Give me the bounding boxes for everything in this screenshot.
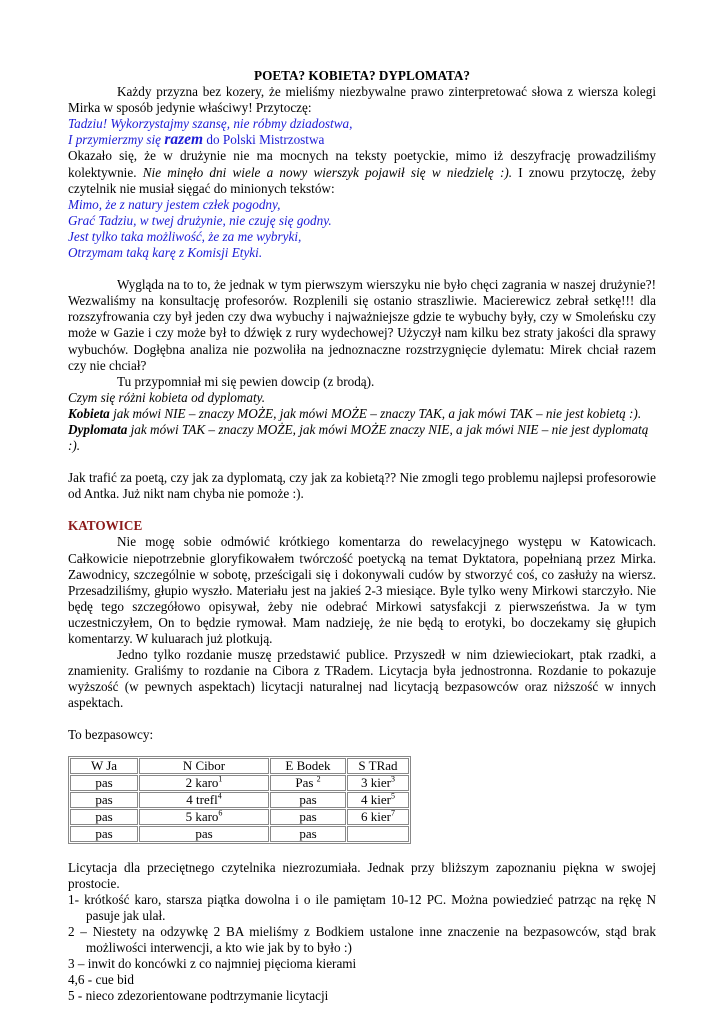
- poem-second-line: Grać Tadziu, w twej drużynie, nie czuję się godny.: [68, 212, 332, 228]
- bidding-note: 3 – inwit do koncówki z co najmniej pięcioma kierami: [68, 956, 357, 972]
- bidding-header-cell: N Cibor: [139, 758, 269, 774]
- bidding-footnote-ref: 4: [217, 791, 222, 801]
- paragraph-deal: Jedno tylko rozdanie muszę przedstawić publice. Przyszedł w nim dziewieciokart, ptak rzadki, a znamienity. Graliśmy to rozdanie na Cibora z TRadem. Licytacja była jednostronna. Rozdanie to pokazuje wyższość (w pewnych aspektach) licytacji naturalnej nad licytacją bezpasowców oraz niższość w innych aspektach.: [68, 647, 656, 711]
- bidding-cell: [270, 792, 346, 808]
- bidding-cell: [270, 809, 346, 825]
- poem-first: [68, 116, 656, 148]
- bidding-call: pas: [95, 791, 113, 807]
- joke-kobieta-text: jak mówi NIE – znaczy MOŻE, jak mówi MOŻE – znaczy TAK, a jak mówi TAK – nie jest kobietą :).: [109, 405, 642, 421]
- paragraph-katowice-comment: Nie mogę sobie odmówić krótkiego komentarza do rewelacyjnego występu w Katowicach. Całkowicie niepotrzebnie gloryfikowałem twórczość poetycką na temat Dyktatora, popełnianą przez Mirka. Zawodnicy, szczególnie w sobotę, prześcigali się i dokonywali cudów by stworzyć coś, co zasłuży na wiersz. Przesadziliśmy, głupio wyszło. Materiału jest na jakieś 2-3 miesiące. Byle tylko weny Mirkowi starczyło. Nie będę tego szczegółowo opisywał, żeby nie odebrać Mirkowi satysfakcji z pierwszeństwa. Ja w tym uczestniczyłem, On to będzie rymował. Mam nadzieję, że nie będą to erotyki, bo doczekamy się głupich komentarzy. W kuluarach już plotkują.: [68, 534, 656, 646]
- bidding-call: 3 kier: [361, 774, 391, 790]
- paragraph-joke-intro: Tu przypomniał mi się pewien dowcip (z brodą).: [117, 373, 375, 389]
- paragraph-deciphering: [68, 148, 656, 196]
- bidding-notes: [68, 892, 656, 1005]
- bidding-cell: [347, 775, 409, 791]
- bidding-row: [70, 792, 409, 808]
- bidding-cell: [139, 809, 269, 825]
- bidding-header-cell: W Ja: [70, 758, 138, 774]
- bidding-cell: [70, 775, 138, 791]
- poem-second-line: Otrzymam taką karę z Komisji Etyki.: [68, 245, 263, 261]
- bidding-call: 2 karo: [185, 774, 219, 790]
- paragraph-question: Jak trafić za poetą, czy jak za dyplomatą, czy jak za kobietą?? Nie zmogli tego problemu najlepsi profesorowie od Antka. Już nikt nam chyba nie pomoże :).: [68, 470, 656, 502]
- bidding-header-row: [70, 758, 409, 774]
- bidding-call: 6 kier: [361, 808, 391, 824]
- bidding-cell: [270, 826, 346, 842]
- bidding-call: pas: [299, 825, 317, 841]
- bidding-footnote-ref: 7: [390, 808, 395, 818]
- paragraph-deciphering-italic: Nie minęło dni wiele a nowy wierszyk pojawił się w niedzielę :).: [142, 164, 513, 180]
- paragraph-professors: Wygląda na to to, że jednak w tym pierwszym wierszyku nie było chęci zagrania w naszej drużynie?! Wezwaliśmy na konsultację profesorów. Rozplenili się ostanio straszliwie. Macierewicz zebrał setkę!!! dla rozszyfrowania czy był jeden czy dwa wybuchy i najważniejsze gdzie te wybuchy były, czy w Smoleńsku czy może w Gazie i czy może był to dźwięk z rury wydechowej? Użyczył nam kilku bez straty jakości dla sprawy wybuchów. Dogłębna analiza nie pozwoliła na jednoznaczne rozstrzygnięcie dylematu: Mirek chciał razem czy nie chciał?: [68, 277, 656, 373]
- joke-kobieta-label: Kobieta: [68, 405, 110, 421]
- bidding-call: 4 kier: [361, 791, 391, 807]
- bidding-footnote-ref: 6: [218, 808, 223, 818]
- poem-emphasis-word: razem: [164, 131, 204, 149]
- bidding-call: pas: [95, 808, 113, 824]
- bidding-call: Pas: [295, 774, 317, 790]
- joke-question: Czym się różni kobieta od dyplomaty.: [68, 389, 266, 405]
- bidding-row: [70, 809, 409, 825]
- bidding-note: 5 - nieco zdezorientowane podtrzymanie licytacji: [68, 988, 329, 1004]
- paragraph-bidding-comment: Licytacja dla przeciętnego czytelnika niezrozumiała. Jednak przy bliższym zapoznaniu piękna w swojej prostocie.: [68, 859, 656, 891]
- joke-block: [68, 390, 656, 454]
- bidding-call: pas: [299, 808, 317, 824]
- joke-kobieta: [68, 406, 656, 422]
- bidding-call: pas: [195, 825, 213, 841]
- document-title: POETA? KOBIETA? DYPLOMATA?: [254, 68, 470, 83]
- bidding-note: 4,6 - cue bid: [68, 972, 134, 988]
- bidding-footnote-ref: 3: [390, 774, 395, 784]
- bidding-cell: [70, 809, 138, 825]
- bidding-cell: [139, 826, 269, 842]
- poem-first-line-1: Tadziu! Wykorzystajmy szansę, nie róbmy dziadostwa,: [68, 116, 353, 132]
- bidding-cell: [347, 792, 409, 808]
- bidding-cell: [139, 775, 269, 791]
- bidding-table: [68, 756, 411, 844]
- paragraph-bidding-intro: To bezpasowcy:: [68, 727, 154, 743]
- paragraph-deciphering-text: Okazało się, że w drużynie nie ma mocnych na teksty poetyckie, mimo iż deszyfrację prowadziliśmy kolektywnie.: [68, 148, 656, 180]
- bidding-cell: [270, 775, 346, 791]
- bidding-cell: [347, 826, 409, 842]
- bidding-call: 4 trefl: [186, 791, 218, 807]
- poem-first-line-2: [68, 132, 656, 148]
- bidding-call: pas: [95, 825, 113, 841]
- bidding-footnote-ref: 5: [390, 791, 395, 801]
- bidding-note: 2 – Niestety na odzywkę 2 BA mieliśmy z Bodkiem ustalone inne znaczenie na bezpasowców, stąd brak możliwości interwencji, a kto wie jak by to było :): [68, 923, 656, 956]
- bidding-footnote-ref: 1: [218, 774, 223, 784]
- joke-dyplomata-text: jak mówi TAK – znaczy MOŻE, jak mówi MOŻE znaczy NIE, a jak mówi NIE – nie jest dyplomatą :).: [68, 421, 649, 454]
- bidding-note: 1- krótkość karo, starsza piątka dowolna i o ile pamiętam 10-12 PC. Można powiedzieć patrząc na rękę N pasuje jak ulał.: [68, 891, 656, 923]
- bidding-row: [70, 775, 409, 791]
- poem-second: [68, 197, 656, 261]
- poem-first-line-2-start: I przymierzmy się: [68, 132, 165, 148]
- bidding-cell: [347, 809, 409, 825]
- bidding-cell: [70, 826, 138, 842]
- poem-first-line-2-end: do Polski Mistrzostwa: [203, 132, 325, 148]
- bidding-call: 5 karo: [185, 808, 219, 824]
- bidding-header-cell: S TRad: [347, 758, 409, 774]
- joke-dyplomata-label: Dyplomata: [68, 421, 128, 437]
- bidding-header-cell: E Bodek: [270, 758, 346, 774]
- bidding-cell: [70, 792, 138, 808]
- section-heading-katowice: KATOWICE: [68, 518, 143, 534]
- poem-second-line: Mimo, że z natury jestem człek pogodny,: [68, 196, 281, 212]
- paragraph-deciphering-tail: I znowu przytoczę, żeby czytelnik nie musiał sięgać do minionych tekstów:: [68, 164, 656, 196]
- joke-dyplomata: [68, 422, 656, 454]
- bidding-cell: [139, 792, 269, 808]
- intro-paragraph: Każdy przyzna bez kozery, że mieliśmy niezbywalne prawo zinterpretować słowa z wiersza kolegi Mirka w sposób jedynie właściwy! Przytoczę:: [68, 84, 656, 116]
- bidding-footnote-ref: 2: [316, 774, 321, 784]
- poem-second-line: Jest tylko taka możliwość, że za me wybryki,: [68, 228, 302, 244]
- bidding-row: [70, 826, 409, 842]
- bidding-call: pas: [299, 791, 317, 807]
- bidding-call: pas: [95, 774, 113, 790]
- document-page: [68, 68, 656, 1004]
